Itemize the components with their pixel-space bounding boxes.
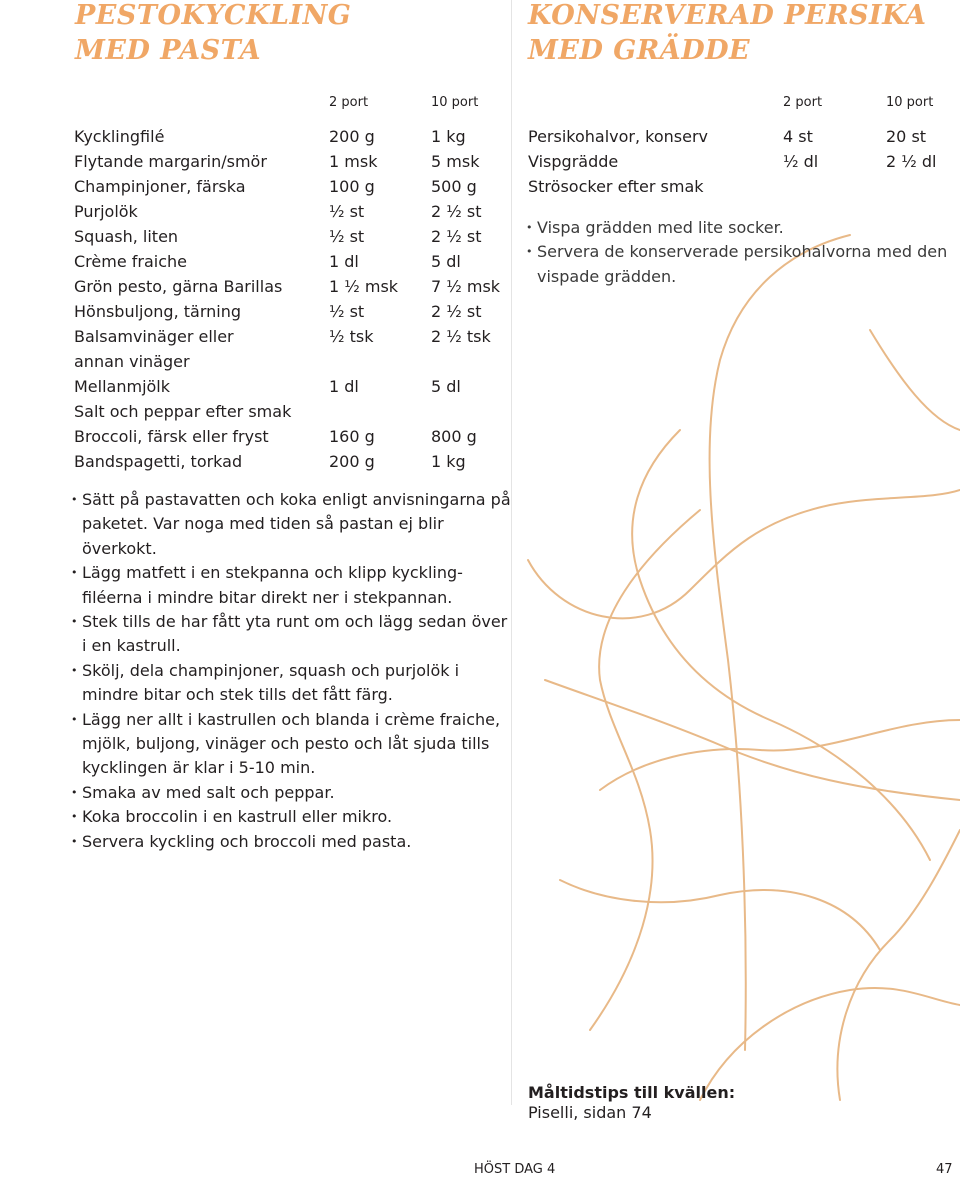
column-divider [511, 0, 512, 1105]
ingredient-name: Strösocker efter smak [528, 177, 704, 196]
amount-10-port: 20 st [886, 127, 927, 146]
instruction-step: • Servera de konserverade persikohalvorna med den vispade grädden. [526, 240, 956, 289]
ingredient-name: Mellanmjölk [74, 377, 171, 396]
meal-tips-text: Piselli, sidan 74 [528, 1103, 652, 1122]
page-number: 47 [936, 1162, 953, 1177]
amount-2-port [329, 349, 431, 374]
amount-2-port: ½ tsk [329, 327, 374, 346]
ingredient-row [74, 274, 500, 299]
amount-2-port: 1 dl [329, 377, 359, 396]
instruction-step: • Servera kyckling och broccoli med pasta. [71, 830, 511, 854]
ingredient-table [528, 124, 936, 199]
amount-10-port: 2 ½ st [431, 227, 482, 246]
meal-tips-heading: Måltidstips till kvällen: [528, 1083, 736, 1102]
footer-section-label: HÖST DAG 4 [474, 1162, 556, 1177]
column-header-2-port: 2 port [329, 95, 369, 110]
ingredient-row [528, 174, 936, 199]
ingredient-row [74, 224, 500, 249]
ingredient-row [74, 249, 500, 274]
instruction-step: • Smaka av med salt och peppar. [71, 781, 511, 805]
ingredient-row [74, 374, 500, 399]
instruction-step: • Vispa grädden med lite socker. [526, 216, 956, 240]
ingredient-name: Crème fraiche [74, 252, 187, 271]
amount-2-port: 4 st [783, 127, 813, 146]
ingredient-name: Vispgrädde [528, 152, 619, 171]
amount-10-port: 7 ½ msk [431, 277, 501, 296]
instruction-list [526, 216, 956, 289]
title-line: MED GRÄDDE [528, 35, 751, 66]
amount-10-port: 5 dl [431, 252, 461, 271]
amount-10-port: 500 g [431, 177, 477, 196]
title-line: KONSERVERAD PERSIKA [528, 0, 927, 31]
amount-10-port: 5 msk [431, 152, 480, 171]
ingredient-name: Squash, liten [74, 227, 179, 246]
amount-10-port: 2 ½ dl [886, 152, 937, 171]
column-header-10-port: 10 port [431, 95, 479, 110]
amount-2-port: 100 g [329, 177, 375, 196]
amount-10-port: 1 kg [431, 127, 466, 146]
amount-2-port: ½ st [329, 227, 365, 246]
ingredient-name: Salt och peppar efter smak [74, 402, 292, 421]
ingredient-name: Hönsbuljong, tärning [74, 302, 241, 321]
ingredient-row [74, 199, 500, 224]
instruction-step: • Koka broccolin i en kastrull eller mikro. [71, 805, 511, 829]
instruction-step: • Skölj, dela champinjoner, squash och purjolök i mindre bitar och stek tills det fått färg. [71, 659, 511, 708]
amount-2-port: ½ st [329, 302, 365, 321]
instruction-step: • Lägg ner allt i kastrullen och blanda i crème fraiche, mjölk, buljong, vinäger och pesto och låt sjuda tills kycklingen är klar i 5-10 min. [71, 708, 511, 781]
ingredient-row [74, 299, 500, 324]
title-line: PESTOKYCKLING [75, 0, 352, 31]
instruction-step: • Lägg matfett i en stekpanna och klipp kyckling- filéerna i mindre bitar direkt ner i stekpannan. [71, 561, 511, 610]
amount-2-port: 160 g [329, 427, 375, 446]
ingredient-name: Broccoli, färsk eller fryst [74, 427, 269, 446]
ingredient-row [528, 124, 936, 149]
instruction-step: • Sätt på pastavatten och koka enligt anvisningarna på paketet. Var noga med tiden så pastan ej blir överkokt. [71, 488, 511, 561]
ingredient-name: Balsamvinäger eller [74, 327, 234, 346]
ingredient-table [74, 124, 500, 474]
ingredient-row [528, 149, 936, 174]
ingredient-row [74, 149, 500, 174]
recipe-title-persika [528, 0, 927, 68]
ingredient-name: Grön pesto, gärna Barillas [74, 277, 283, 296]
amount-2-port: 200 g [329, 127, 375, 146]
ingredient-name: Flytande margarin/smör [74, 152, 267, 171]
title-line: MED PASTA [75, 35, 262, 66]
amount-2-port: 1 dl [329, 252, 359, 271]
amount-10-port: 1 kg [431, 452, 466, 471]
ingredient-row [74, 424, 500, 449]
amount-10-port [886, 174, 936, 199]
ingredient-name: Kycklingfilé [74, 127, 165, 146]
amount-2-port: ½ st [329, 202, 365, 221]
ingredient-name: Persikohalvor, konserv [528, 127, 709, 146]
amount-2-port [329, 399, 431, 424]
ingredient-row [74, 349, 500, 374]
ingredient-row [74, 399, 500, 424]
recipe-title-pestokyckling [75, 0, 351, 68]
amount-10-port: 2 ½ tsk [431, 327, 491, 346]
amount-2-port: 1 ½ msk [329, 277, 399, 296]
ingredient-name: Bandspagetti, torkad [74, 452, 243, 471]
ingredient-name: annan vinäger [74, 352, 190, 371]
ingredient-row [74, 324, 500, 349]
amount-2-port: ½ dl [783, 152, 819, 171]
amount-2-port [783, 174, 886, 199]
ingredient-row [74, 449, 500, 474]
amount-10-port: 2 ½ st [431, 302, 482, 321]
ingredient-name: Champinjoner, färska [74, 177, 246, 196]
ingredient-row [74, 174, 500, 199]
amount-10-port: 800 g [431, 427, 477, 446]
amount-10-port: 2 ½ st [431, 202, 482, 221]
ingredient-name: Purjolök [74, 202, 138, 221]
ingredient-row [74, 124, 500, 149]
column-header-2-port: 2 port [783, 95, 823, 110]
amount-10-port [431, 399, 500, 424]
instruction-step: • Stek tills de har fått yta runt om och lägg sedan över i en kastrull. [71, 610, 511, 659]
instruction-list [71, 488, 511, 854]
column-header-10-port: 10 port [886, 95, 934, 110]
amount-10-port [431, 349, 500, 374]
amount-10-port: 5 dl [431, 377, 461, 396]
amount-2-port: 1 msk [329, 152, 378, 171]
amount-2-port: 200 g [329, 452, 375, 471]
